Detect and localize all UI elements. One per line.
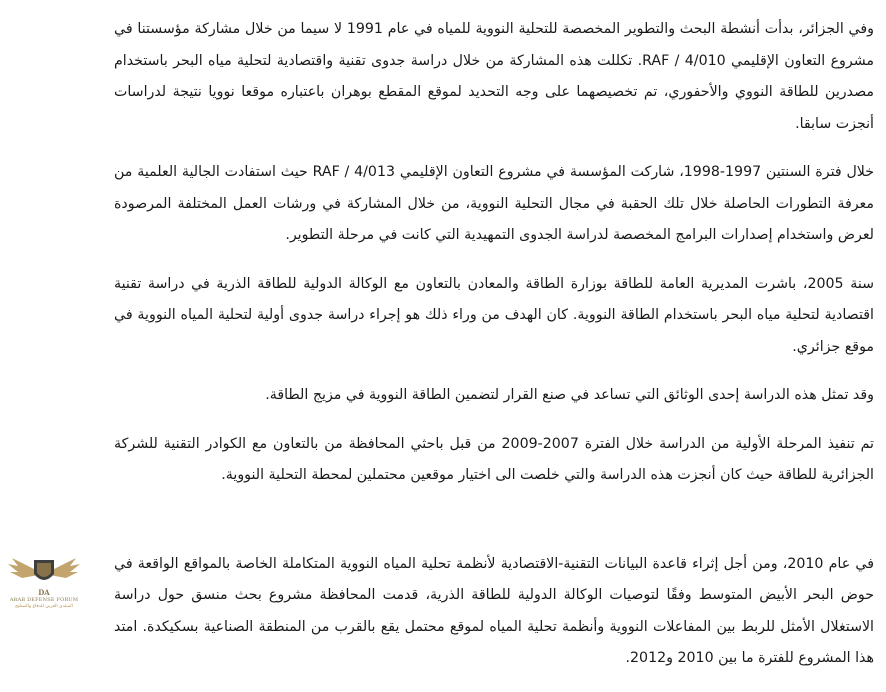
eagle-wings-icon [4,552,84,592]
watermark-name: ARAB DEFENSE FORUM [9,597,79,603]
paragraph-2010-project: في عام 2010، ومن أجل إثراء قاعدة البيانات التقنية-الاقتصادية لأنظمة تحلية المياه النووية المتكاملة الخاصة بالمواقع الواقعة في حوض البحر الأبيض المتوسط وفقًا لتوصيات الوكالة الدولية للطاقة الذرية، قدمت المحافظة مشروع بحث منسق حول دراسة الاستغلال الأمثل للربط بين المفاعلات النووية وأنظمة تحلية المياه لموقع محتمل يقع بالقرب من المنطقة الصناعية بسكيكدة. امتد هذا المشروع للفترة ما بين 2010 و2012. [114,555,875,666]
watermark-tagline: المنتدى العربي للدفاع والتسليح [15,604,73,609]
document-body [114,14,874,692]
paragraph-1997-1998-raf4013: خلال فترة السنتين 1997-1998، شاركت المؤسسة في مشروع التعاون الإقليمي RAF / 4/013 حيث استفادت الجالية العلمية من معرفة التطورات الحاصلة خلال تلك الحقبة في مجال التحلية النووية، من خلال المشاركة في ورشات العمل المختلفة المرصودة لعرض واستخدام إصدارات البرامج المخصصة لدراسة الجدوى التمهيدية التي كانت في مرحلة التطوير. [114,164,874,243]
paragraph-2005-study: سنة 2005، باشرت المديرية العامة للطاقة بوزارة الطاقة والمعادن بالتعاون مع الوكالة الدولية للطاقة الذرية في دراسة تقنية اقتصادية لتحلية مياه البحر باستخدام الطاقة النووية. كان الهدف من وراء ذلك هو إجراء دراسة جدوى أولية لتحلية المياه النووية في موقع جزائري. [114,275,874,355]
paragraph-decision-support: وقد تمثل هذه الدراسة إحدى الوثائق التي تساعد في صنع القرار لتضمين الطاقة النووية في مزيج الطاقة. [265,387,874,403]
paragraph-1991-raf4010: وفي الجزائر، بدأت أنشطة البحث والتطوير المخصصة للتحلية النووية للمياه في عام 1991 لا سيما من خلال مشاركة مؤسستنا في مشروع التعاون الإقليمي RAF / 4/010. تكللت هذه المشاركة من خلال دراسة جدوى تقنية واقتصادية لتحلية مياه البحر باستخدام مصدرين للطاقة النووي والأحفوري، تم تخصيصهما على وجه التحديد لموقع المقطع بوهران باعتباره موقعا نوويا نتيجة لدراسات أنجزت سابقا. [114,21,874,132]
watermark-logo [4,552,84,614]
paragraph-2007-2009-phase: تم تنفيذ المرحلة الأولية من الدراسة خلال الفترة 2007-2009 من قبل باحثي المحافظة من بالتعاون مع الكوادر التقنية للشركة الجزائرية للطاقة حيث كان أنجزت هذه الدراسة والتي خلصت الى اختيار موقعين محتملين لمحطة التحلية النووية. [114,435,874,483]
watermark-abbr: DA [38,588,50,597]
